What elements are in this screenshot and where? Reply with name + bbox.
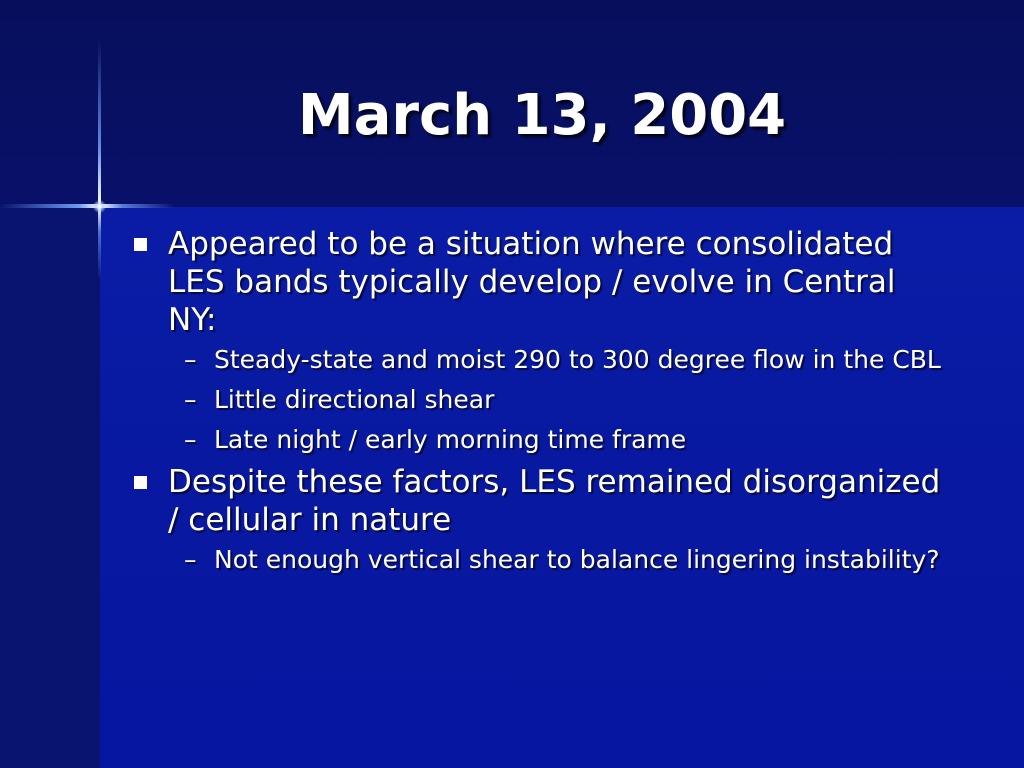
dash-marker: –: [184, 385, 197, 414]
dash-marker: –: [184, 545, 197, 574]
bullet-text: Despite these factors, LES remained disorganized / cellular in nature: [168, 464, 941, 538]
sub-bullet-item: [130, 423, 950, 456]
sub-bullet-text: Steady-state and moist 290 to 300 degree flow in the CBL: [214, 345, 941, 374]
square-bullet-icon: [134, 238, 147, 251]
sub-bullet-item: [130, 383, 950, 416]
bullet-text: Appeared to be a situation where consolidated LES bands typically develop / evolve in Central NY:: [168, 226, 896, 338]
sub-bullet-item: [130, 543, 950, 576]
dash-marker: –: [184, 425, 197, 454]
sub-bullet-text: Little directional shear: [214, 385, 495, 414]
bullet-item: [130, 225, 950, 339]
left-band: [0, 207, 100, 768]
sub-bullet-item: [130, 343, 950, 376]
sparkle-horizontal-line: [0, 204, 175, 208]
sparkle-vertical-line: [98, 40, 101, 280]
bullet-item: [130, 463, 950, 539]
dash-marker: –: [184, 345, 197, 374]
sparkle-star-icon: [93, 200, 106, 213]
sub-bullet-text: Late night / early morning time frame: [214, 425, 687, 454]
slide-body: [130, 225, 950, 583]
slide-title: March 13, 2004: [297, 83, 787, 148]
square-bullet-icon: [134, 476, 147, 489]
sub-bullet-text: Not enough vertical shear to balance lingering instability?: [214, 545, 940, 574]
